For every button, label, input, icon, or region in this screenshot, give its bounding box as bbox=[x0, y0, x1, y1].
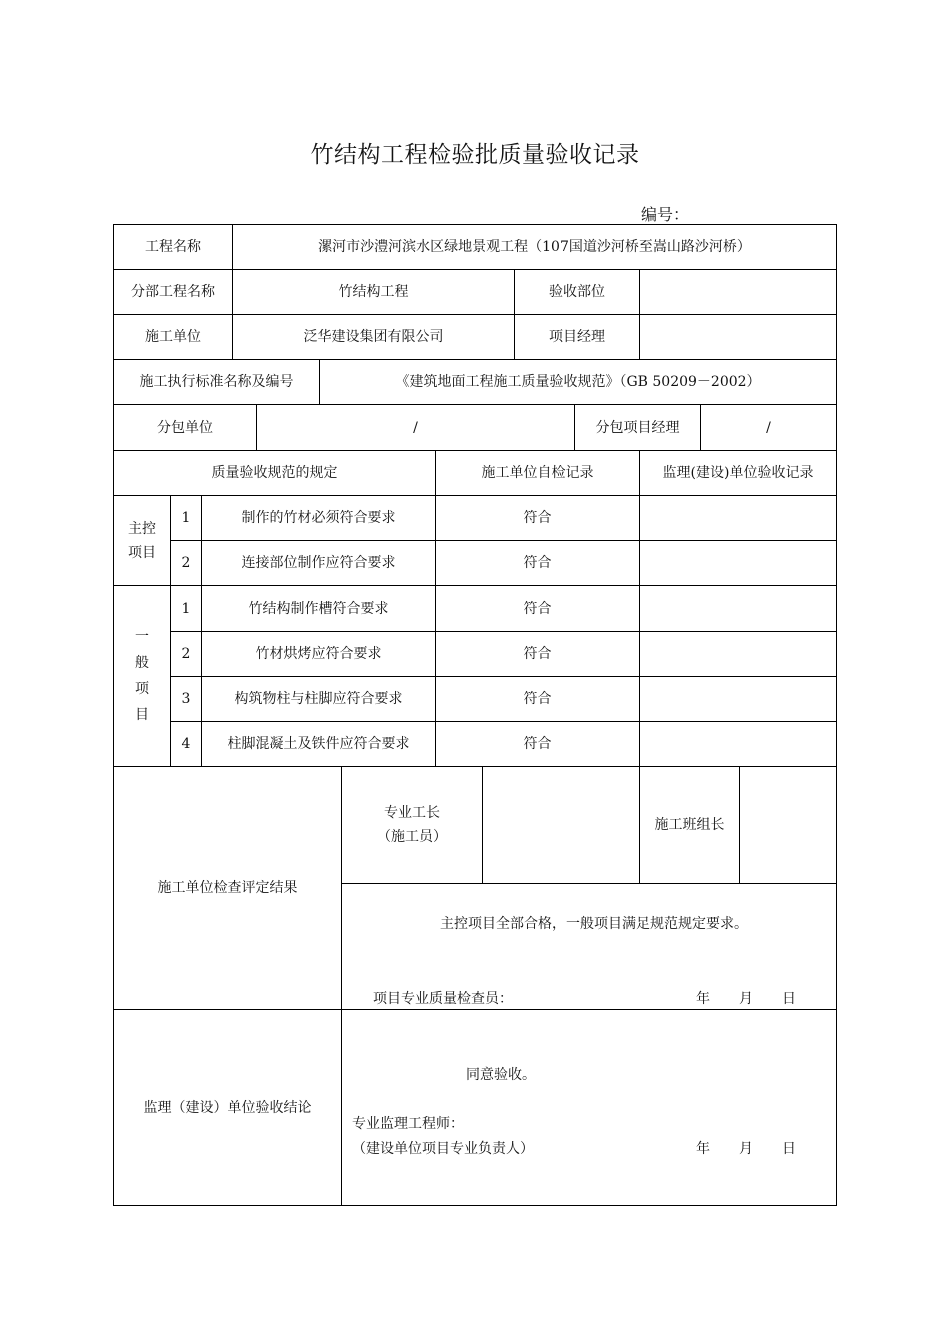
col-divider bbox=[739, 766, 740, 883]
acceptance-part-label: 验收部位 bbox=[549, 284, 605, 300]
general-items-label: 一 般 项 目 bbox=[135, 629, 149, 723]
project-name-label: 工程名称 bbox=[145, 239, 201, 255]
main-items-label: 主控 项目 bbox=[128, 520, 156, 561]
col-divider bbox=[482, 766, 483, 883]
item-requirement: 制作的竹材必须符合要求 bbox=[241, 510, 396, 526]
quality-inspector-label: 项目专业质量检查员： bbox=[373, 991, 513, 1007]
item-number: 4 bbox=[181, 736, 191, 752]
item-requirement: 柱脚混凝土及铁件应符合要求 bbox=[227, 736, 410, 752]
doc-number-label: 编号： bbox=[641, 205, 690, 224]
sub-pm-value: / bbox=[766, 419, 771, 436]
date-day-label: 日 bbox=[782, 1141, 796, 1157]
inspection-result-label: 施工单位检查评定结果 bbox=[157, 880, 298, 896]
subcontractor-value: / bbox=[413, 419, 418, 436]
contractor-value: 泛华建设集团有限公司 bbox=[303, 329, 444, 345]
item-number: 2 bbox=[181, 646, 191, 662]
sub-project-label: 分部工程名称 bbox=[131, 284, 215, 300]
sub-pm-label: 分包项目经理 bbox=[595, 419, 680, 436]
item-result: 符合 bbox=[523, 600, 552, 617]
acceptance-part-value bbox=[640, 270, 836, 314]
item-requirement: 连接部位制作应符合要求 bbox=[241, 555, 396, 571]
project-manager-value bbox=[640, 315, 836, 359]
item-result: 符合 bbox=[523, 736, 552, 752]
item-result: 符合 bbox=[523, 510, 552, 526]
inspection-conclusion: 主控项目全部合格，一般项目满足规范规定要求。 bbox=[440, 916, 748, 932]
owner-representative-label: （建设单位项目专业负责人） bbox=[352, 1141, 534, 1157]
spec-column-header: 质量验收规范的规定 bbox=[211, 465, 338, 481]
project-manager-label: 项目经理 bbox=[549, 329, 605, 345]
item-result: 符合 bbox=[523, 646, 552, 662]
page-title: 竹结构工程检验批质量验收记录 bbox=[310, 142, 640, 168]
supervision-column-header: 监理(建设)单位验收记录 bbox=[662, 465, 814, 481]
item-requirement: 竹结构制作槽符合要求 bbox=[248, 600, 389, 617]
col-divider bbox=[639, 450, 640, 766]
item-number: 1 bbox=[181, 600, 191, 617]
self-check-column-header: 施工单位自检记录 bbox=[481, 465, 594, 481]
date-month-label: 月 bbox=[739, 1141, 753, 1157]
project-name-value: 漯河市沙澧河滨水区绿地景观工程（107国道沙河桥至嵩山路沙河桥） bbox=[318, 239, 751, 255]
sub-project-value: 竹结构工程 bbox=[338, 284, 409, 300]
item-result: 符合 bbox=[523, 691, 552, 707]
date-month-label: 月 bbox=[739, 991, 753, 1007]
standard-label: 施工执行标准名称及编号 bbox=[139, 374, 294, 390]
supervision-engineer-label: 专业监理工程师： bbox=[352, 1116, 464, 1132]
item-result: 符合 bbox=[523, 555, 552, 571]
date-day-label: 日 bbox=[782, 991, 796, 1007]
foreman-label: 专业工长 （施工员） bbox=[377, 805, 447, 845]
item-requirement: 竹材烘烤应符合要求 bbox=[255, 646, 382, 662]
supervision-conclusion-label: 监理（建设）单位验收结论 bbox=[143, 1099, 312, 1116]
item-number: 2 bbox=[181, 555, 191, 571]
supervision-conclusion: 同意验收。 bbox=[466, 1067, 536, 1083]
date-year-label: 年 bbox=[696, 991, 710, 1007]
team-leader-label: 施工班组长 bbox=[654, 817, 725, 833]
item-requirement: 构筑物柱与柱脚应符合要求 bbox=[234, 691, 403, 707]
contractor-label: 施工单位 bbox=[145, 329, 201, 345]
item-number: 1 bbox=[181, 510, 191, 526]
subcontractor-label: 分包单位 bbox=[157, 419, 213, 436]
item-number: 3 bbox=[181, 691, 191, 707]
row-divider bbox=[341, 883, 837, 884]
date-year-label: 年 bbox=[696, 1141, 710, 1157]
standard-value: 《建筑地面工程施工质量验收规范》（GB 50209－2002） bbox=[395, 374, 761, 390]
